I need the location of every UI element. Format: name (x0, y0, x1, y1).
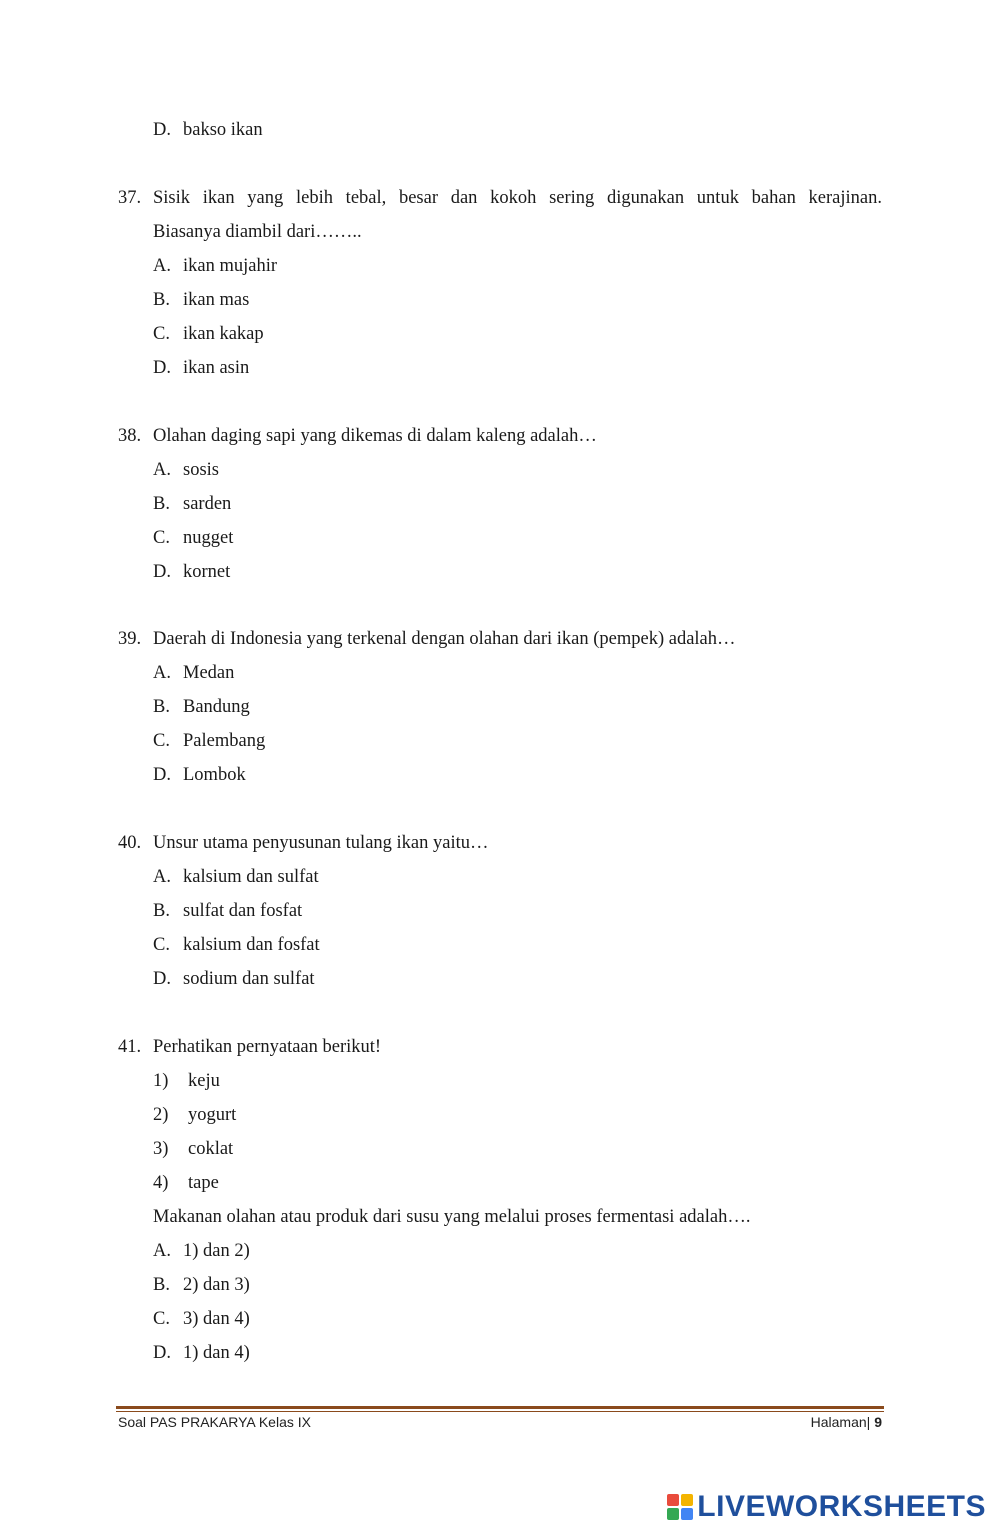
option-label: D. (153, 120, 171, 140)
option-text: sarden (183, 494, 232, 514)
option-text: Bandung (183, 697, 250, 717)
option-label: A. (153, 1241, 171, 1261)
logo-square-yellow (681, 1494, 693, 1506)
option-label: A. (153, 256, 171, 276)
statement-label: 1) (153, 1071, 169, 1091)
option-text: 1) dan 2) (183, 1241, 250, 1261)
option-label: A. (153, 460, 171, 480)
option-text: sulfat dan fosfat (183, 901, 303, 921)
liveworksheets-logo (667, 1490, 986, 1524)
option-text: kornet (183, 562, 231, 582)
footer-title: Soal PAS PRAKARYA Kelas IX (118, 1414, 311, 1430)
page-number: 9 (874, 1414, 882, 1430)
footer-page (811, 1414, 882, 1430)
option-text: ikan mas (183, 290, 250, 310)
option-text: Palembang (183, 731, 266, 751)
option-text: Medan (183, 663, 235, 683)
option-label: B. (153, 494, 170, 514)
brand-text: LIVEWORKSHEETS (697, 1490, 986, 1523)
statement-label: 4) (153, 1173, 169, 1193)
option-label: D. (153, 765, 171, 785)
option-label: A. (153, 663, 171, 683)
question-number: 40. (118, 833, 142, 853)
statement-text: yogurt (188, 1105, 237, 1125)
option-text: bakso ikan (183, 120, 263, 140)
question-number: 37. (118, 188, 142, 208)
option-label: C. (153, 731, 170, 751)
option-text: 2) dan 3) (183, 1275, 250, 1295)
option-text: kalsium dan fosfat (183, 935, 320, 955)
logo-square-red (667, 1494, 679, 1506)
question-number: 41. (118, 1037, 142, 1057)
option-label: B. (153, 901, 170, 921)
question-text: Perhatikan pernyataan berikut! (153, 1037, 382, 1057)
option-text: kalsium dan sulfat (183, 867, 319, 887)
statement-text: keju (188, 1071, 220, 1091)
option-label: D. (153, 358, 171, 378)
question-text-continued: Biasanya diambil dari…….. (153, 222, 362, 242)
option-label: A. (153, 867, 171, 887)
statement-label: 2) (153, 1105, 169, 1125)
statement-label: 3) (153, 1139, 169, 1159)
option-label: B. (153, 1275, 170, 1295)
question-text: Makanan olahan atau produk dari susu yang melalui proses fermentasi adalah…. (153, 1207, 751, 1227)
logo-square-green (667, 1508, 679, 1520)
statement-text: coklat (188, 1139, 234, 1159)
option-text: nugget (183, 528, 234, 548)
option-text: ikan kakap (183, 324, 264, 344)
question-text: Olahan daging sapi yang dikemas di dalam kaleng adalah… (153, 426, 597, 446)
question-text: Unsur utama penyusunan tulang ikan yaitu… (153, 833, 489, 853)
option-text: sosis (183, 460, 219, 480)
question-text: Sisik ikan yang lebih tebal, besar dan kokoh sering digunakan untuk bahan kerajinan. (153, 188, 882, 208)
option-label: D. (153, 1343, 171, 1363)
option-text: ikan asin (183, 358, 250, 378)
option-text: 3) dan 4) (183, 1309, 250, 1329)
question-text: Daerah di Indonesia yang terkenal dengan olahan dari ikan (pempek) adalah… (153, 629, 736, 649)
option-label: C. (153, 935, 170, 955)
logo-square-blue (681, 1508, 693, 1520)
option-label: C. (153, 1309, 170, 1329)
liveworksheets-icon (667, 1494, 693, 1520)
option-label: B. (153, 697, 170, 717)
footer-rule (116, 1406, 884, 1409)
option-text: ikan mujahir (183, 256, 278, 276)
footer-rule-thin (116, 1411, 884, 1412)
statement-text: tape (188, 1173, 219, 1193)
option-text: 1) dan 4) (183, 1343, 250, 1363)
question-number: 38. (118, 426, 142, 446)
option-label: D. (153, 969, 171, 989)
option-label: C. (153, 528, 170, 548)
option-text: sodium dan sulfat (183, 969, 315, 989)
option-text: Lombok (183, 765, 246, 785)
option-label: C. (153, 324, 170, 344)
page-label: Halaman| (810, 1414, 871, 1430)
option-label: B. (153, 290, 170, 310)
question-number: 39. (118, 629, 142, 649)
option-label: D. (153, 562, 171, 582)
